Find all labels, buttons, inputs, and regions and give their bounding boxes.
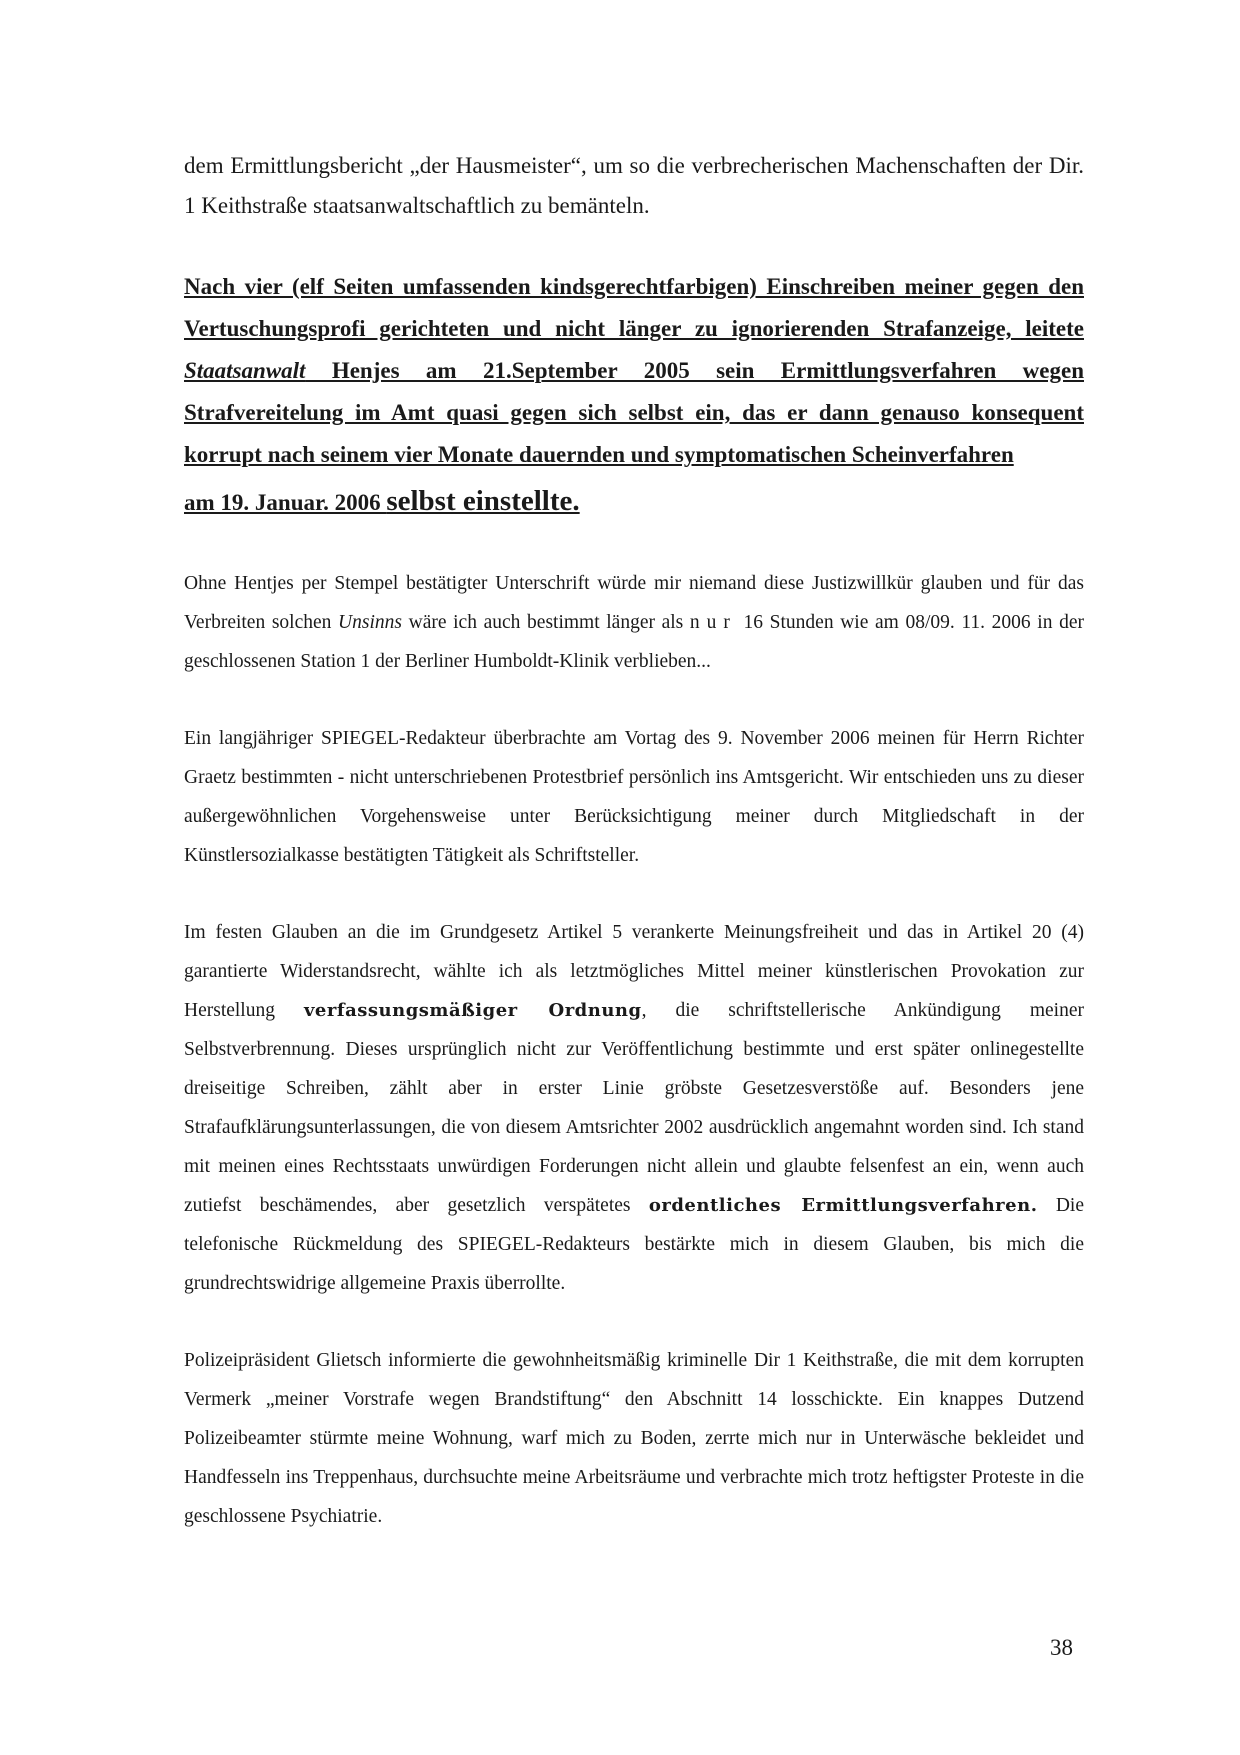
p6-text: Polizeipräsident Glietsch informierte die gewohnheitsmäßig kriminelle Dir 1 Keithstraße, die mit dem korrupten Vermerk „meiner Vorstrafe wegen Brandstiftung“ den Abschnitt 14 losschickte. Ein knappes Dutzend Polizeibeamter stürmte meine Wohnung, warf mich zu Boden, zerrte mich nur in Unterwäsche bekleidet und Handfesseln ins Treppenhaus, durchsuchte meine Arbeitsräume und verbrachte mich trotz heftigster Proteste in die geschlossene Psychiatrie. <box>184 1350 1084 1527</box>
paragraph-underlined-bold <box>184 266 1084 528</box>
paragraph-hentjes <box>184 564 1084 681</box>
p3-part3: 16 Stunden wie am 08/09. 11. 2006 in der geschlossenen Station 1 der Berliner Humboldt-Klinik verblieben... <box>184 612 1085 672</box>
paragraph-spiegel <box>184 719 1084 875</box>
p2-date: am 19. Januar. 2006 <box>184 490 387 515</box>
paragraph-intro-text: dem Ermittlungsbericht „der Hausmeister“, um so die verbrecherischen Machenschaften der Dir. 1 Keithstraße staatsanwaltschaftlich zu bemänteln. <box>184 153 1084 218</box>
p5-bold1: verfassungsmäßiger Ordnung <box>303 1000 642 1021</box>
p3-part1: Ohne Hentjes per Stempel bestätigter Unterschrift würde mir niemand diese Justizwillkür glauben und für das Verbreiten solchen <box>184 573 1084 633</box>
page-number: 38 <box>1050 1635 1073 1660</box>
p3-spaced: nur <box>689 612 737 633</box>
paragraph-intro <box>184 146 1084 226</box>
paragraph-polizei <box>184 1341 1084 1536</box>
p2-last-line <box>184 476 1084 528</box>
paragraph-grundgesetz <box>184 913 1084 1303</box>
page-body <box>184 146 1084 1536</box>
p3-part2: wäre ich auch bestimmt länger als <box>401 612 690 633</box>
p5-part2: , die schriftstellerische Ankündigung meiner Selbstverbrennung. Dieses ursprünglich nicht zur Veröffentlichung bestimmte und erst später onlinegestellte dreiseitige Schreiben, zählt aber in erster Linie gröbste Gesetzesverstöße auf. Besonders jene Strafaufklärungsunterlassungen, die von diesem Amtsrichter 2002 ausdrücklich angemahnt worden sind. Ich stand mit meinen eines Rechtsstaats unwürdigen Forderungen nicht allein und glaubte felsenfest an ein, wenn auch zutiefst beschämendes, aber gesetzlich verspätetes <box>184 1000 1084 1216</box>
p4-text: Ein langjähriger SPIEGEL-Redakteur überbrachte am Vortag des 9. November 2006 meinen für Herrn Richter Graetz bestimmten - nicht unterschriebenen Protestbrief persönlich ins Amtsgericht. Wir entschieden uns zu dieser außergewöhnlichen Vorgehensweise unter Berücksichtigung meiner durch Mitgliedschaft in der Künstlersozialkasse bestätigten Tätigkeit als Schriftsteller. <box>184 728 1084 866</box>
p5-bold2: ordentliches Ermittlungsverfahren. <box>648 1195 1038 1216</box>
p2-big-text: selbst einstellte. <box>386 485 580 517</box>
p5-part1: Im festen Glauben an die im Grundgesetz Artikel 5 verankerte Meinungsfreiheit und das in Artikel 20 (4) garantierte Widerstandsrecht, wählte ich als letztmögliches Mittel meiner künstlerischen Provokation zur Herstellung <box>184 922 1084 1021</box>
p3-italic: Unsinns <box>338 612 402 633</box>
p5-part3: Die telefonische Rückmeldung des SPIEGEL-Redakteurs bestärkte mich in diesem Glauben, bis mich die grundrechtswidrige allgemeine Praxis überrollte. <box>184 1195 1084 1294</box>
p2-part2: Henjes am 21.September 2005 sein Ermittlungsverfahren wegen Strafvereitelung im Amt quasi gegen sich selbst ein, das er dann genauso konsequent korrupt nach seinem vier Monate dauernden und symptomatischen Scheinverfahren <box>184 358 1084 467</box>
p2-italic: Staatsanwalt <box>184 358 306 383</box>
p2-part1: Nach vier (elf Seiten umfassenden kindsgerechtfarbigen) Einschreiben meiner gegen den Vertuschungsprofi gerichteten und nicht länger zu ignorierenden Strafanzeige, leitete <box>184 274 1084 341</box>
